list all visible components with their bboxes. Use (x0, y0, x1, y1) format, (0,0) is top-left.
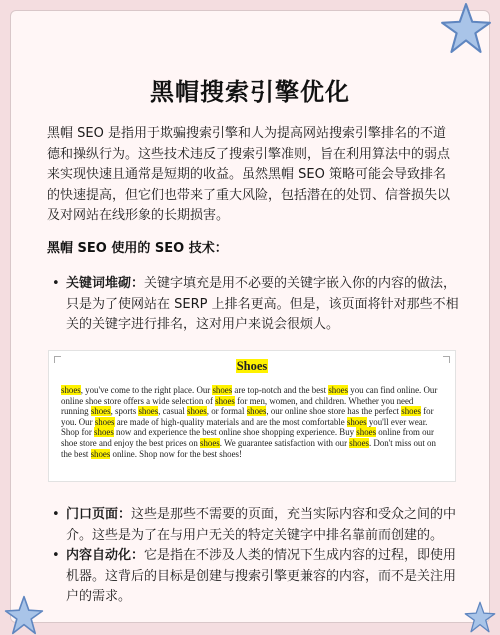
example-text: , our online shoe store has the perfect (266, 406, 402, 417)
example-text: for men, women, and children. Whether you need running (61, 395, 414, 417)
highlighted-keyword: shoes (200, 437, 220, 448)
example-body (61, 385, 443, 459)
example-text: . Don't miss out on the best (61, 437, 436, 459)
list-item-text: 它是指在不涉及人类的情况下生成内容的过程，即使用机器。这背后的目标是创建与搜索引擎更兼容的内容，而不是关注用户的需求。 (66, 548, 457, 604)
example-text: , or formal (206, 406, 247, 417)
list-item-term: 门口页面： (66, 507, 132, 522)
list-item-content-automation (52, 546, 462, 608)
highlighted-keyword: shoes (212, 385, 233, 395)
example-text: you'll ever wear. Shop for (61, 416, 428, 438)
star-icon (4, 595, 44, 635)
techniques-heading: 黑帽 SEO 使用的 SEO 技术： (47, 241, 228, 256)
highlighted-keyword: shoes (90, 406, 111, 417)
example-text: are top-notch and the best (232, 385, 329, 395)
example-text: , sports (110, 406, 139, 417)
list-item-term: 关键词堆砌： (66, 276, 145, 291)
highlighted-keyword: shoes (401, 406, 421, 417)
intro-paragraph: 黑帽 SEO 是指用于欺骗搜索引擎和人为提高网站搜索引擎排名的不道德和操纵行为。这些技术违反了搜索引擎准则，旨在利用算法中的弱点来实现快速且通常是短期的收益。虽然黑帽 SEO 策略可能会导致排名的快速提高，但它们也带来了重大风险，包括潜在的处罚、信誉损失以及对网站在线形象的长期损害。 (47, 126, 451, 223)
example-text: online from our shoe store and enjoy the best prices on (61, 427, 434, 448)
list-item-keyword-stuffing (52, 274, 462, 336)
example-text: , you've come to the right place. Our (80, 385, 213, 395)
list-item-text: 这些是那些不需要的页面，充当实际内容和受众之间的中介。这些是为了在与用户无关的特定关键字中排名靠前而创建的。 (66, 507, 457, 543)
example-text: . We guarantee satisfaction with our (219, 437, 350, 448)
example-text: online. Shop now for the best shoes! (110, 448, 242, 459)
highlighted-keyword: shoes (61, 385, 81, 395)
example-image (48, 350, 456, 482)
example-text: now and experience the best online shoe shopping experience. Buy (113, 427, 357, 438)
highlighted-keyword: shoes (94, 427, 114, 438)
example-text: for you. Our (61, 406, 434, 427)
example-text: are made of high-quality materials and are the most comfortable (114, 416, 347, 427)
highlighted-keyword: shoes (346, 416, 367, 427)
example-title-text: Shoes (236, 359, 268, 373)
star-icon (440, 2, 492, 54)
highlighted-keyword: shoes (328, 385, 349, 395)
highlighted-keyword: shoes (94, 416, 115, 427)
highlighted-keyword: shoes (215, 395, 235, 406)
example-title (49, 359, 455, 374)
list-item-term: 内容自动化： (66, 548, 145, 563)
highlighted-keyword: shoes (246, 406, 267, 417)
highlighted-keyword: shoes (90, 448, 111, 459)
highlighted-keyword: shoes (138, 406, 159, 417)
list-item-text: 关键字填充是用不必要的关键字嵌入你的内容的做法，只是为了使网站在 SERP 上排名更高。但是，该页面将针对那些不相关的关键字进行排名，这对用户来说会很烦人。 (66, 276, 459, 332)
star-icon (464, 601, 496, 633)
example-text: , casual (158, 406, 188, 417)
page-title: 黑帽搜索引擎优化 (150, 78, 350, 106)
list-item-doorway-pages (52, 505, 462, 546)
example-text: you can find online. Our online shoe store offers a wide selection of (61, 385, 438, 406)
highlighted-keyword: shoes (349, 437, 369, 448)
highlighted-keyword: shoes (356, 427, 377, 438)
highlighted-keyword: shoes (187, 406, 207, 417)
